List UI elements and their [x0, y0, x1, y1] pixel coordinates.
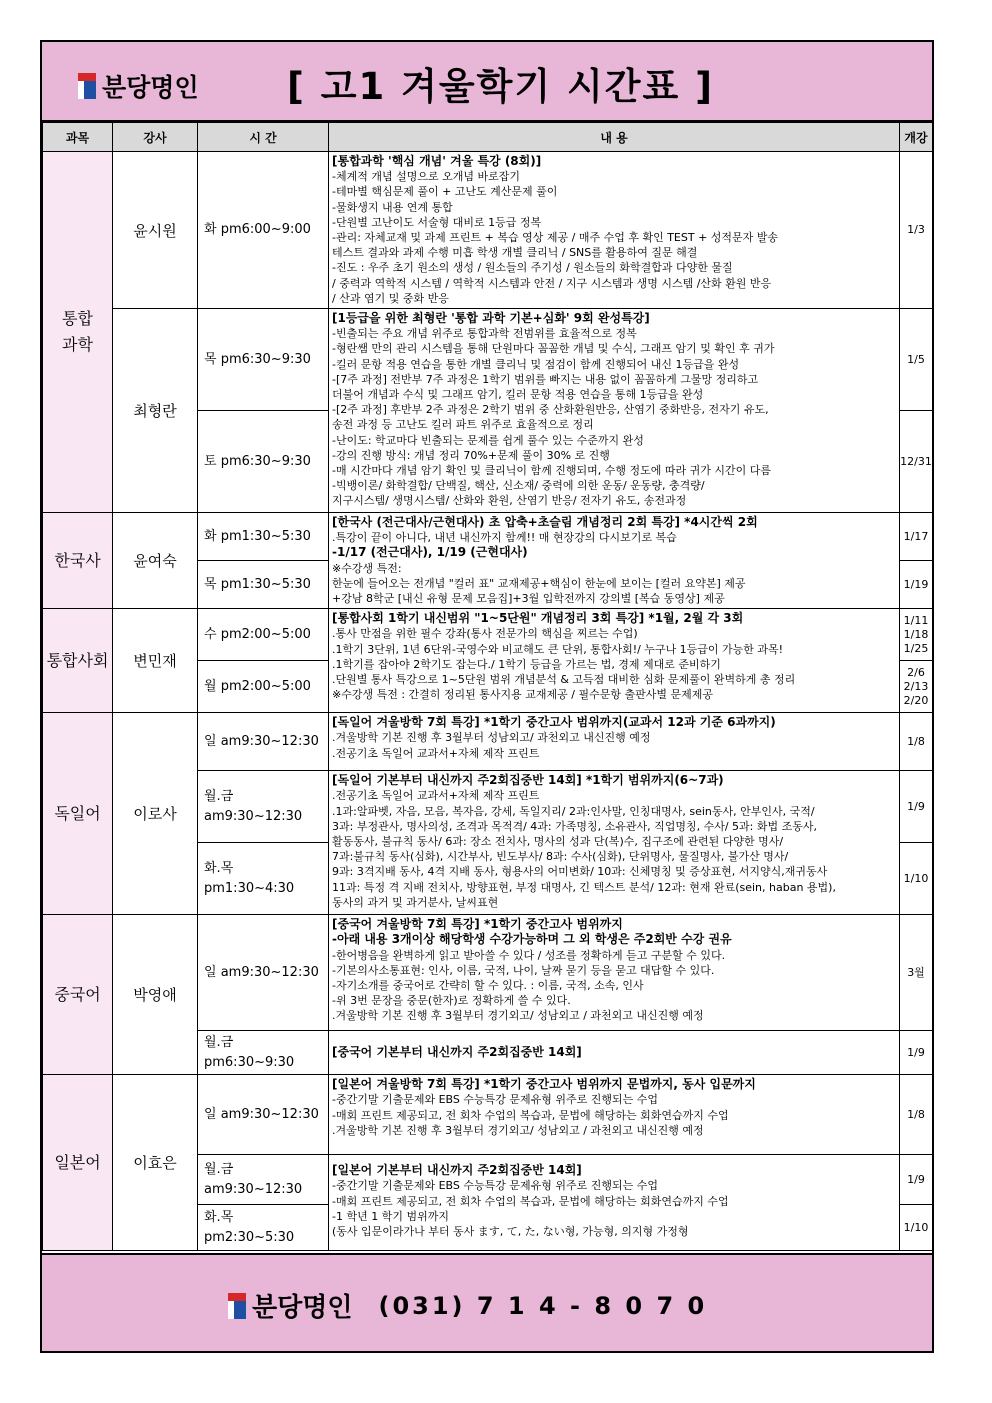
col-header-subject: 과목: [43, 123, 113, 152]
time-cell: 목 pm1:30~5:30: [198, 561, 329, 609]
time-days: 월.금: [204, 788, 234, 804]
course-heading: [일본어 겨울방학 7회 특강] *1학기 중간고사 범위까지 문법까지, 동사 입문까지: [332, 1077, 756, 1092]
start-cell: 1/19: [900, 561, 933, 609]
content-line: .겨울방학 기본 진행 후 3월부터 경기외고/ 성남외고 / 과천외고 내신진행 예정: [332, 1009, 704, 1023]
start-cell: 3월: [900, 915, 933, 1031]
course-heading: [통합과학 '핵심 개념' 겨울 특강 (8회)]: [332, 154, 542, 168]
content-line: -중간기말 기출문제와 EBS 수능특강 문제유형 위주로 진행되는 수업: [332, 1093, 659, 1107]
subject-cell: 통합 과학: [43, 152, 113, 513]
content-line: 한눈에 들어오는 전개념 "컬러 표" 교재제공+핵심이 한눈에 보이는 [컬러 요약본] 제공: [332, 576, 746, 590]
content-line: ※수강생 특전:: [332, 561, 402, 575]
brand-logo-icon: [78, 73, 96, 99]
time-cell: [198, 1031, 329, 1075]
content-cell: [329, 1075, 900, 1155]
content-line: / 중력과 역학적 시스템 / 역학적 시스템과 안전 / 지구 시스템과 생명 시스템 /산화 환원 반응: [332, 276, 772, 290]
content-cell: [329, 713, 900, 771]
content-cell: [329, 513, 900, 609]
content-line: -매회 프린트 제공되고, 전 회차 수업의 복습과, 문법에 해당하는 회화연습까지 수업: [332, 1194, 729, 1208]
col-header-content: 내 용: [329, 123, 900, 152]
content-line: .통사 만점을 위한 필수 강좌(통사 전문가의 핵심을 찌르는 수업): [332, 627, 638, 641]
content-line: 9과: 3격지배 동사, 4격 지배 동사, 형용사의 어미변화/ 10과: 신체명칭 및 증상표현, 서지양식,재귀동사: [332, 865, 828, 879]
phone-number: (031) 7 1 4 - 8 0 7 0: [378, 1291, 708, 1320]
header-band: [42, 42, 932, 122]
time-cell: 일 am9:30~12:30: [198, 1075, 329, 1155]
start-cell: 1/10: [900, 843, 933, 915]
start-cell: 1/10: [900, 1205, 933, 1251]
table-row: [43, 152, 933, 309]
start-date: 1/18: [903, 627, 929, 641]
page-title: [ 고1 겨울학기 시간표 ]: [287, 65, 715, 108]
teacher-cell: 윤시원: [113, 152, 198, 309]
teacher-cell: 이로사: [113, 713, 198, 915]
subject-cell: 독일어: [43, 713, 113, 915]
content-cell: [329, 771, 900, 915]
content-line: -킬러 문항 적용 연습을 통한 개별 클리닉 및 점검이 함께 진행되어 내신 1등급을 완성: [332, 357, 740, 371]
content-line: -난이도: 학교마다 빈출되는 문제를 쉽게 풀수 있는 수준까지 완성: [332, 433, 644, 447]
content-cell: [329, 609, 900, 713]
start-date: 2/6: [907, 665, 925, 679]
content-cell: [329, 915, 900, 1031]
content-line: -강의 진행 방식: 개념 정리 70%+문제 풀이 30% 로 진행: [332, 448, 610, 462]
timetable-sheet: [40, 40, 934, 1353]
col-header-start: 개강: [900, 123, 933, 152]
subject-cell: 일본어: [43, 1075, 113, 1251]
col-header-teacher: 강사: [113, 123, 198, 152]
content-line: 3과: 부정관사, 명사의성, 조격과 목적격/ 4과: 가족명칭, 소유관사, 직업명칭, 수사/ 5과: 화법 조동사,: [332, 819, 817, 833]
content-line: -빈출되는 주요 개념 위주로 통합과학 전범위를 효율적으로 정복: [332, 327, 637, 341]
start-cell: [900, 661, 933, 713]
course-heading: [1등급을 위한 최형란 '통합 과학 기본+심화' 9회 완성특강]: [332, 311, 650, 326]
table-row: [43, 713, 933, 771]
time-hours: am9:30~12:30: [204, 808, 303, 824]
content-line: / 산과 염기 및 중화 반응: [332, 291, 449, 305]
content-line: -위 3번 문장을 중문(한자)로 정확하게 쓸 수 있다.: [332, 994, 571, 1008]
subject-cell: 통합사회: [43, 609, 113, 713]
content-line: 7과:불규칙 동사(심화), 시간부사, 빈도부사/ 8과: 수사(심화), 단위명사, 물질명사, 불가산 명사/: [332, 850, 789, 864]
content-line: .1과:알파벳, 자음, 모음, 복자음, 강세, 독일지리/ 2과:인사말, 인칭대명사, sein동사, 안부인사, 국적/: [332, 804, 815, 818]
content-line: -1/17 (전근대사), 1/19 (근현대사): [332, 545, 528, 560]
start-cell: [900, 609, 933, 661]
content-line: -물화생지 내용 연계 통합: [332, 200, 453, 214]
subject-cell: 한국사: [43, 513, 113, 609]
brand-name: 분당명인: [102, 73, 199, 102]
content-line: -관리: 자체교재 및 과제 프린트 + 복습 영상 제공 / 매주 수업 후 확인 TEST + 성적문자 발송: [332, 231, 779, 245]
content-line: 송전 과정 등 고난도 킬러 파트 위주로 효율적으로 정리: [332, 418, 594, 432]
content-line: -중간기말 기출문제와 EBS 수능특강 문제유형 위주로 진행되는 수업: [332, 1179, 659, 1193]
table-row: [43, 609, 933, 661]
time-hours: pm6:30~9:30: [204, 1054, 295, 1070]
subject-cell: 중국어: [43, 915, 113, 1075]
time-hours: am9:30~12:30: [204, 1181, 303, 1197]
course-heading: [중국어 기본부터 내신까지 주2회집중반 14회]: [332, 1045, 582, 1060]
start-date: 1/25: [903, 641, 929, 655]
start-cell: 1/9: [900, 1155, 933, 1205]
content-line: -체계적 개념 설명으로 오개념 바로잡기: [332, 170, 520, 184]
content-line: ※수강생 특전 : 간결히 정리된 통사지용 교재제공 / 필수문항 출판사별 문제제공: [332, 688, 713, 702]
teacher-cell: 변민재: [113, 609, 198, 713]
content-line: .1학기 3단위, 1년 6단위-국영수와 비교해도 큰 단위, 통합사회!/ 누구나 1등급이 가능한 과목!: [332, 642, 784, 656]
content-cell: [329, 1031, 900, 1075]
start-cell: 1/17: [900, 513, 933, 561]
start-date: 2/13: [903, 679, 929, 693]
footer-brand-name: 분당명인: [252, 1293, 353, 1323]
course-heading: [중국어 겨울방학 7회 특강] *1학기 중간고사 범위까지: [332, 917, 623, 932]
time-cell: 일 am9:30~12:30: [198, 915, 329, 1031]
start-cell: 1/9: [900, 1031, 933, 1075]
brand-logo: [78, 68, 199, 104]
content-line: -매 시간마다 개념 암기 확인 및 클리닉이 함께 진행되며, 수행 정도에 따라 귀가 시간이 다름: [332, 464, 771, 478]
time-cell: 일 am9:30~12:30: [198, 713, 329, 771]
time-cell: [198, 1205, 329, 1251]
table-row: [43, 513, 933, 561]
content-line: .1학기를 잡아야 2학기도 잡는다./ 1학기 등급을 가르는 법, 경제 제대로 준비하기: [332, 657, 721, 671]
content-line: .겨울방학 기본 진행 후 3월부터 성남외고/ 과천외고 내신진행 예정: [332, 731, 651, 745]
time-days: 화.목: [204, 1209, 234, 1225]
start-date: 2/20: [903, 693, 929, 707]
content-line: 11과: 특정 격 지배 전치사, 방향표현, 부정 대명사, 긴 텍스트 분석/ 12과: 현재 완료(sein, haban 용법),: [332, 880, 836, 894]
content-line: -한어병음을 완벽하게 읽고 받아쓸 수 있다 / 성조를 정확하게 듣고 구분할 수 있다.: [332, 948, 726, 962]
table-row: [43, 309, 933, 411]
content-line: -매회 프린트 제공되고, 전 회차 수업의 복습과, 문법에 해당하는 회화연습까지 수업: [332, 1108, 729, 1122]
content-line: .전공기초 독일어 교과서+자체 제작 프린트: [332, 746, 540, 760]
time-hours: pm2:30~5:30: [204, 1229, 295, 1245]
content-line: -빅뱅이론/ 화학결합/ 단백질, 핵산, 신소재/ 중력에 의한 운동/ 운동량, 충격량/: [332, 479, 705, 493]
brand-logo-icon: [228, 1293, 246, 1319]
table-row: [43, 1075, 933, 1155]
teacher-cell: 최형란: [113, 309, 198, 513]
course-heading: [독일어 겨울방학 7회 특강] *1학기 중간고사 범위까지(교과서 12과 기준 6과까지): [332, 715, 776, 730]
content-line: 더불어 개념과 수식 및 그래프 암기, 킬러 문항 적용 연습을 통해 1등급을 완성: [332, 388, 704, 402]
time-cell: 수 pm2:00~5:00: [198, 609, 329, 661]
time-cell: 화 pm6:00~9:00: [198, 152, 329, 309]
schedule-table: [42, 122, 933, 1251]
content-line: -기본의사소통표현: 인사, 이름, 국적, 나이, 날짜 묻기 등을 묻고 대답할 수 있다.: [332, 963, 715, 977]
course-heading: [독일어 기본부터 내신까지 주2회집중반 14회] *1학기 범위까지(6~7과): [332, 773, 724, 788]
start-date: 1/11: [903, 613, 929, 627]
time-cell: [198, 1155, 329, 1205]
content-line: -진도 : 우주 초기 원소의 생성 / 원소들의 주기성 / 원소들의 화학결합과 다양한 물질: [332, 261, 733, 275]
time-cell: 화 pm1:30~5:30: [198, 513, 329, 561]
time-days: 월.금: [204, 1034, 234, 1050]
content-line: 테스트 결과와 과제 수행 미흡 학생 개별 클리닉 / SNS를 활용하여 질문 해결: [332, 246, 698, 260]
course-heading: [한국사 (전근대사/근현대사) 초 압축+초슬림 개념정리 2회 특강] *4시간씩 2회: [332, 515, 758, 530]
content-cell: [329, 152, 900, 309]
table-row: [43, 915, 933, 1031]
time-cell: 월 pm2:00~5:00: [198, 661, 329, 713]
time-cell: [198, 771, 329, 843]
content-line: -자기소개를 중국어로 간략히 할 수 있다. : 이름, 국적, 소속, 인사: [332, 979, 644, 993]
start-cell: 1/9: [900, 771, 933, 843]
start-cell: 1/8: [900, 1075, 933, 1155]
start-cell: 1/5: [900, 309, 933, 411]
time-cell: 토 pm6:30~9:30: [198, 411, 329, 513]
content-line: .단원별 통사 특강으로 1~5단원 범위 개념분석 & 고득점 대비한 심화 문제풀이 완벽하게 총 정리: [332, 673, 796, 687]
start-cell: 12/31: [900, 411, 933, 513]
content-line: .겨울방학 기본 진행 후 3월부터 경기외고/ 성남외고 / 과천외고 내신진행 예정: [332, 1123, 704, 1137]
teacher-cell: 윤여숙: [113, 513, 198, 609]
content-line: .특강이 끝이 아니다, 내년 내신까지 함께!! 매 현장강의 다시보기로 복습: [332, 531, 677, 545]
content-line: 활동동사, 불규칙 동사/ 6과: 장소 전치사, 명사의 성과 단(복)수, 집구조에 관련된 다양한 명사/: [332, 835, 784, 849]
content-line: -[7주 과정] 전반부 7주 과정은 1학기 범위를 빠지는 내용 없이 꼼꼼하게 그물망 정리하고: [332, 372, 759, 386]
start-cell: 1/3: [900, 152, 933, 309]
teacher-cell: 박영애: [113, 915, 198, 1075]
time-hours: pm1:30~4:30: [204, 880, 295, 896]
start-cell: 1/8: [900, 713, 933, 771]
content-line: -[2주 과정] 후반부 2주 과정은 2학기 범위 중 산화환원반응, 산염기 중화반응, 전자기 유도,: [332, 403, 769, 417]
content-line: -형란쌤 만의 관리 시스템을 통해 단원마다 꼼꼼한 개념 및 수식, 그래프 암기 및 확인 후 귀가: [332, 342, 775, 356]
content-line: (동사 입문이라가나 부터 동사 ます, て, た, ない형, 가능형, 의지형 가정형: [332, 1225, 689, 1239]
content-line: -아래 내용 3개이상 해당학생 수강가능하며 그 외 학생은 주2회반 수강 권유: [332, 932, 732, 947]
footer-logo: [228, 1287, 707, 1324]
col-header-time: 시 간: [198, 123, 329, 152]
content-cell: [329, 309, 900, 513]
content-line: -1 학년 1 학기 범위까지: [332, 1209, 449, 1223]
content-cell: [329, 1155, 900, 1251]
course-heading: [일본어 기본부터 내신까지 주2회집중반 14회]: [332, 1163, 582, 1178]
time-days: 월.금: [204, 1161, 234, 1177]
time-cell: 목 pm6:30~9:30: [198, 309, 329, 411]
content-line: 지구시스템/ 생명시스템/ 산화와 환원, 산염기 반응/ 전자기 유도, 송전과정: [332, 494, 687, 508]
table-header-row: [43, 123, 933, 152]
content-line: -단원별 고난이도 서술형 대비로 1등급 정복: [332, 215, 542, 229]
course-heading: [통합사회 1학기 내신범위 "1~5단원" 개념정리 3회 특강] *1월, 2월 각 3회: [332, 611, 744, 626]
teacher-cell: 이효은: [113, 1075, 198, 1251]
time-cell: [198, 843, 329, 915]
content-line: +강남 8학군 [내신 유형 문제 모음집]+3월 입학전까지 강의별 [복습 동영상] 제공: [332, 592, 725, 606]
content-line: .전공기초 독일어 교과서+자체 제작 프린트: [332, 789, 540, 803]
time-days: 화.목: [204, 860, 234, 876]
content-line: 동사의 과거 및 과거분사, 날씨표현: [332, 895, 499, 909]
footer-band: [42, 1253, 932, 1351]
content-line: -테마별 핵심문제 풀이 + 고난도 계산문제 풀이: [332, 185, 558, 199]
